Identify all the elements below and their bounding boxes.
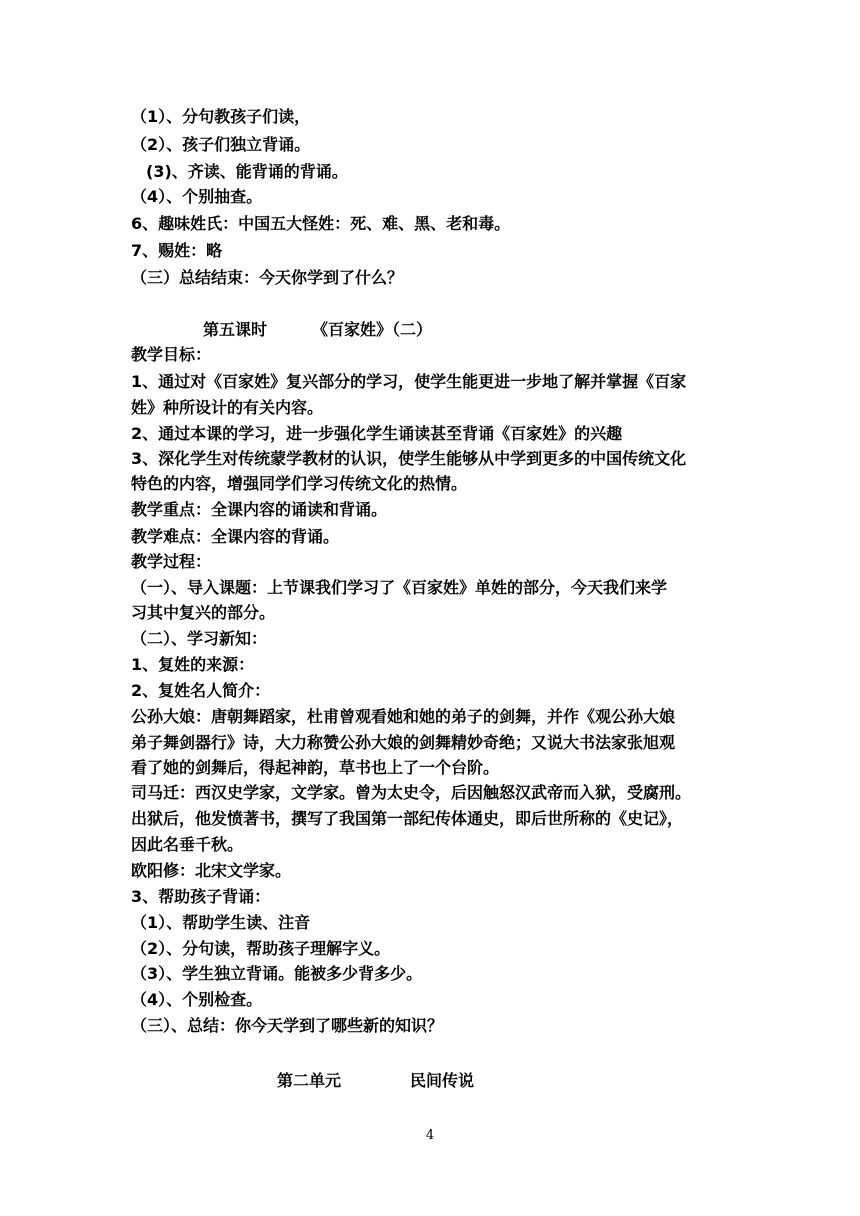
text-line: （2）、孩子们独立背诵。 (131, 135, 311, 154)
unit-title-name: 民间传说 (410, 1071, 475, 1090)
text-line: 看了她的剑舞后，得起神韵，草书也上了一个台阶。 (131, 758, 500, 777)
text-line: 2、通过本课的学习，进一步强化学生诵读甚至背诵《百家姓》的兴趣 (131, 424, 623, 443)
text-line: （二）、学习新知： (131, 629, 268, 648)
unit-title-label: 第二单元 (277, 1071, 342, 1090)
text-line: 教学重点：全课内容的诵读和背诵。 (131, 500, 388, 519)
text-line: 公孙大娘：唐朝舞蹈家，杜甫曾观看她和她的弟子的剑舞，并作《观公孙大娘 (131, 707, 676, 726)
page-number: 4 (425, 1128, 435, 1143)
text-line: 司马迁：西汉史学家，文学家。曾为太史令，后因触怒汉武帝而入狱，受腐刑。 (131, 783, 692, 802)
text-line: 出狱后，他发愤著书，撰写了我国第一部纪传体通史，即后世所称的《史记》， (131, 809, 684, 828)
text-line: （三）总结结束：今天你学到了什么？ (131, 268, 404, 287)
text-line: （1）、帮助学生读、注音 (131, 913, 311, 932)
text-line: 因此名垂千秋。 (131, 835, 244, 854)
text-line: （一）、导入课题：上节课我们学习了《百家姓》单姓的部分，今天我们来学 (131, 578, 668, 597)
text-line: 6、趣味姓氏：中国五大怪姓：死、难、黑、老和毒。 (131, 214, 511, 233)
text-line: (3)、齐读、能背诵的背诵。 (146, 162, 348, 181)
text-line: 3、帮助孩子背诵： (131, 887, 271, 906)
text-line: （4）、个别检查。 (131, 990, 263, 1009)
lesson-title-label: 第五课时 (203, 320, 268, 339)
lesson-title-name: 《百家姓》（二） (312, 320, 433, 339)
text-line: （1）、分句教孩子们读， (131, 107, 311, 126)
text-line: （3）、学生独立背诵。能被多少背多少。 (131, 964, 423, 983)
text-line: 教学过程： (131, 552, 212, 571)
text-line: 特色的内容，增强同学们学习传统文化的热情。 (131, 474, 468, 493)
text-line: （4）、个别抽查。 (131, 187, 263, 206)
text-line: 姓》种所设计的有关内容。 (131, 398, 324, 417)
text-line: 欧阳修：北宋文学家。 (131, 861, 292, 880)
text-line: 1、复姓的来源： (131, 655, 255, 674)
text-line: 3、深化学生对传统蒙学教材的认识，使学生能够从中学到更多的中国传统文化 (131, 449, 687, 468)
text-line: 教学难点：全课内容的背诵。 (131, 527, 340, 546)
text-line: 1、通过对《百家姓》复兴部分的学习，使学生能更进一步地了解并掌握《百家 (131, 372, 687, 391)
text-line: 弟子舞剑器行》诗，大力称赞公孙大娘的剑舞精妙奇绝；又说大书法家张旭观 (131, 733, 676, 752)
text-line: 习其中复兴的部分。 (131, 603, 276, 622)
text-line: 教学目标： (131, 345, 212, 364)
text-line: （2）、分句读，帮助孩子理解字义。 (131, 939, 391, 958)
text-line: 2、复姓名人简介： (131, 681, 271, 700)
text-line: （三）、总结：你今天学到了哪些新的知识？ (131, 1016, 444, 1035)
text-line: 7、赐姓：略 (131, 241, 223, 260)
